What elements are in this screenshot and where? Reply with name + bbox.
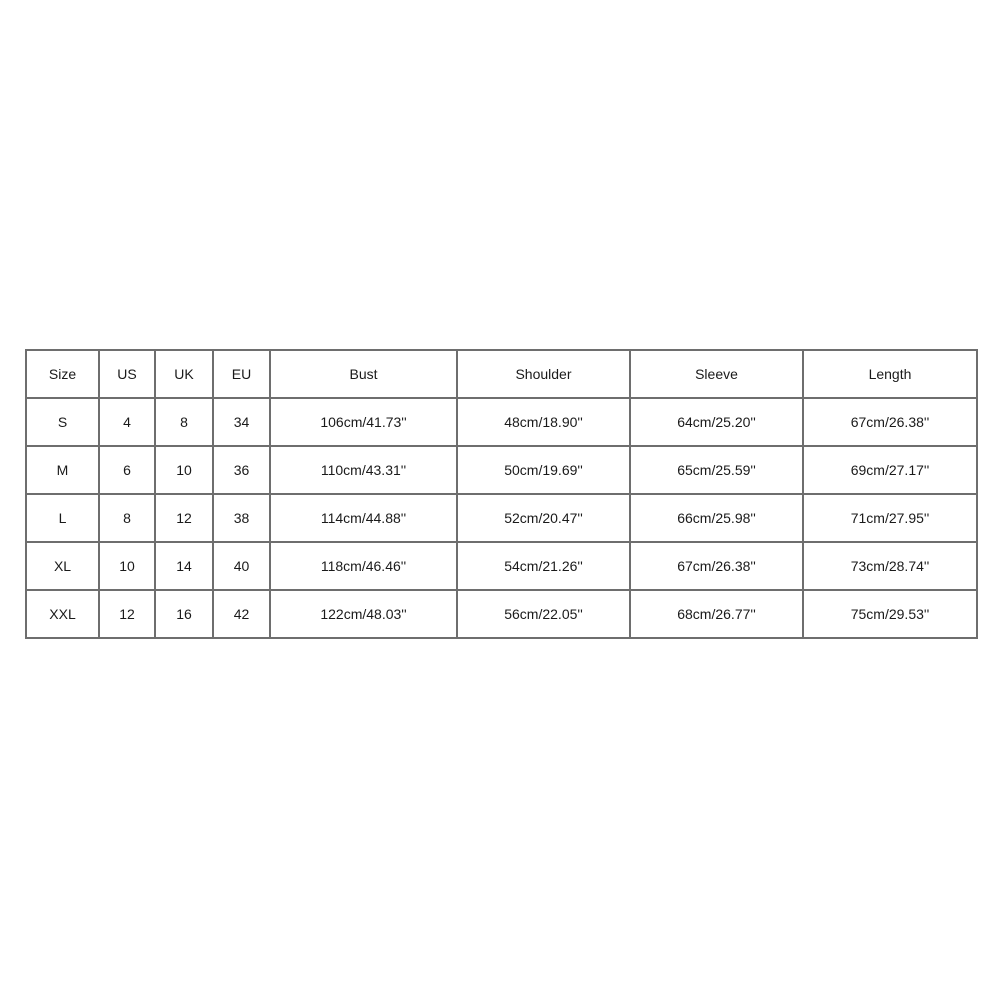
cell-size: XXL <box>26 590 99 638</box>
cell-us: 4 <box>99 398 155 446</box>
cell-eu: 36 <box>213 446 270 494</box>
cell-size: XL <box>26 542 99 590</box>
cell-us: 8 <box>99 494 155 542</box>
cell-length: 67cm/26.38'' <box>803 398 977 446</box>
size-chart-table <box>25 349 978 639</box>
cell-shoulder: 50cm/19.69'' <box>457 446 630 494</box>
cell-bust: 122cm/48.03'' <box>270 590 457 638</box>
header-bust: Bust <box>270 350 457 398</box>
header-eu: EU <box>213 350 270 398</box>
cell-sleeve: 64cm/25.20'' <box>630 398 803 446</box>
cell-length: 75cm/29.53'' <box>803 590 977 638</box>
cell-shoulder: 52cm/20.47'' <box>457 494 630 542</box>
cell-eu: 40 <box>213 542 270 590</box>
header-shoulder: Shoulder <box>457 350 630 398</box>
cell-sleeve: 65cm/25.59'' <box>630 446 803 494</box>
cell-uk: 8 <box>155 398 213 446</box>
cell-shoulder: 56cm/22.05'' <box>457 590 630 638</box>
table-row <box>26 494 977 542</box>
cell-length: 71cm/27.95'' <box>803 494 977 542</box>
cell-eu: 34 <box>213 398 270 446</box>
table-row <box>26 590 977 638</box>
table-row <box>26 542 977 590</box>
cell-uk: 10 <box>155 446 213 494</box>
header-length: Length <box>803 350 977 398</box>
cell-bust: 110cm/43.31'' <box>270 446 457 494</box>
header-us: US <box>99 350 155 398</box>
cell-uk: 14 <box>155 542 213 590</box>
cell-length: 73cm/28.74'' <box>803 542 977 590</box>
cell-us: 12 <box>99 590 155 638</box>
cell-bust: 114cm/44.88'' <box>270 494 457 542</box>
cell-length: 69cm/27.17'' <box>803 446 977 494</box>
table-row <box>26 446 977 494</box>
cell-eu: 42 <box>213 590 270 638</box>
cell-sleeve: 68cm/26.77'' <box>630 590 803 638</box>
cell-us: 6 <box>99 446 155 494</box>
cell-us: 10 <box>99 542 155 590</box>
cell-eu: 38 <box>213 494 270 542</box>
cell-bust: 106cm/41.73'' <box>270 398 457 446</box>
table-header-row <box>26 350 977 398</box>
header-uk: UK <box>155 350 213 398</box>
cell-bust: 118cm/46.46'' <box>270 542 457 590</box>
cell-shoulder: 54cm/21.26'' <box>457 542 630 590</box>
cell-size: S <box>26 398 99 446</box>
cell-shoulder: 48cm/18.90'' <box>457 398 630 446</box>
cell-size: L <box>26 494 99 542</box>
cell-size: M <box>26 446 99 494</box>
cell-sleeve: 67cm/26.38'' <box>630 542 803 590</box>
header-sleeve: Sleeve <box>630 350 803 398</box>
cell-uk: 16 <box>155 590 213 638</box>
header-size: Size <box>26 350 99 398</box>
cell-uk: 12 <box>155 494 213 542</box>
cell-sleeve: 66cm/25.98'' <box>630 494 803 542</box>
table-row <box>26 398 977 446</box>
